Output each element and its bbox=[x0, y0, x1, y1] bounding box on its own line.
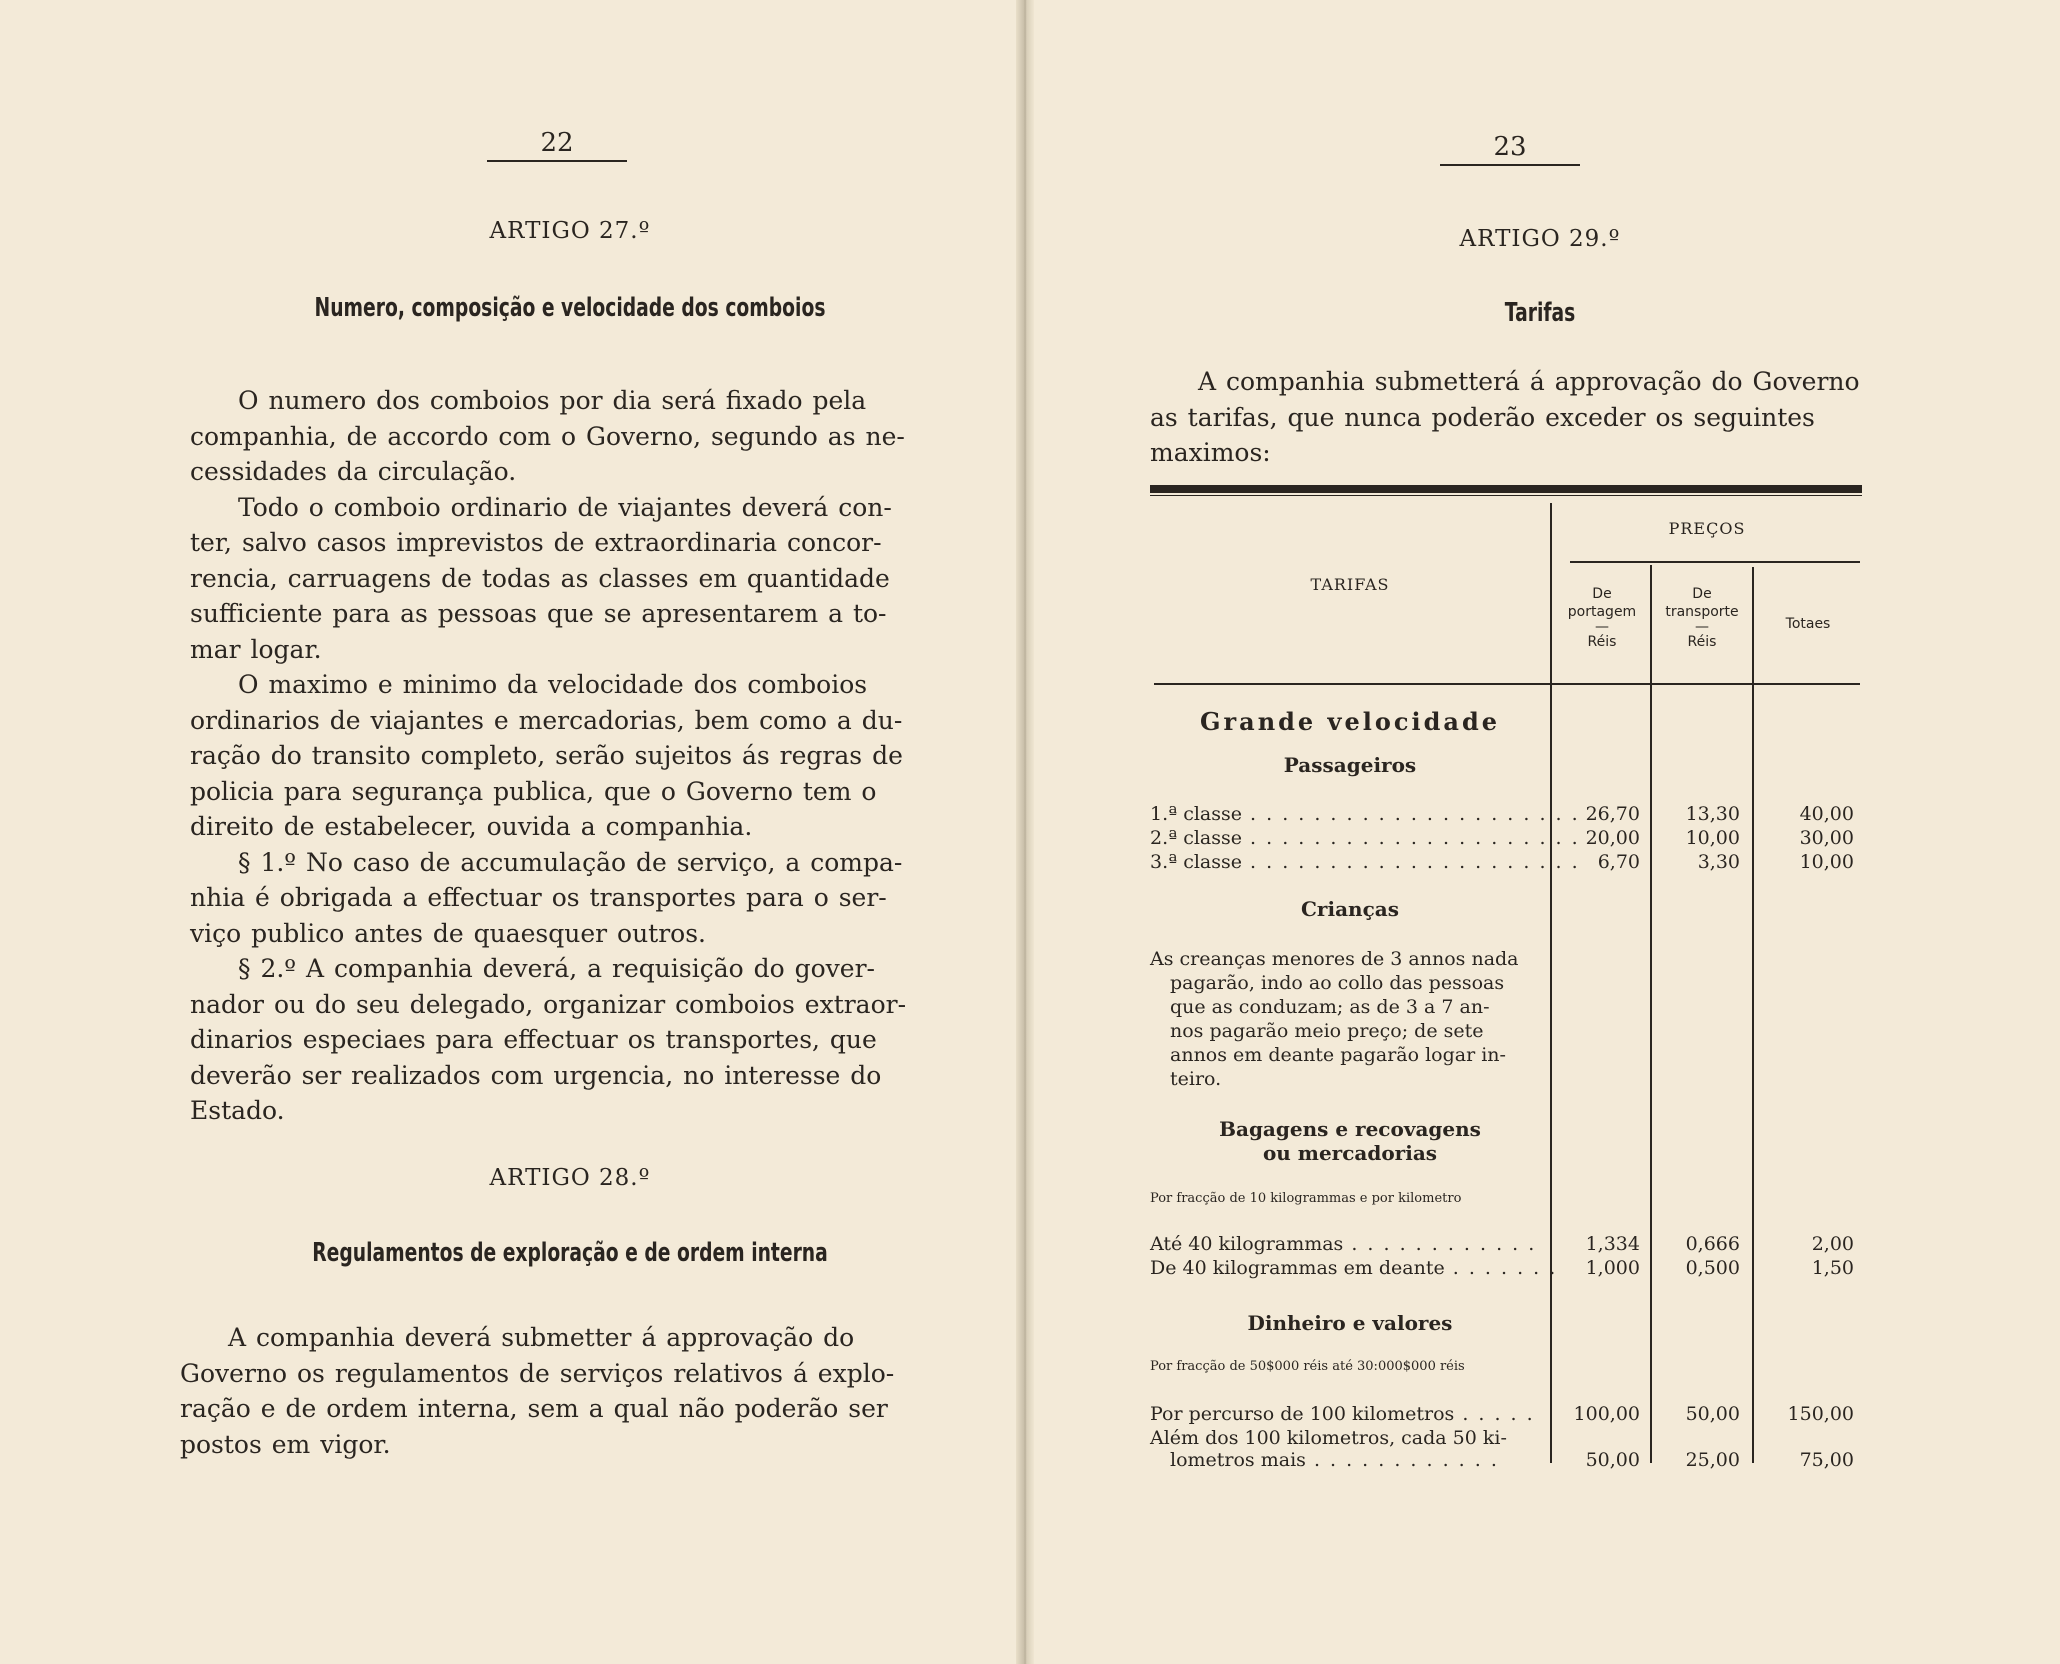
note-line: teiro. bbox=[1170, 1068, 1222, 1090]
table-top-thin-rule bbox=[1150, 495, 1862, 496]
art28-title: ARTIGO 28.º bbox=[489, 1165, 651, 1191]
bagagens-subtitle: Por fracção de 10 kilogrammas e por kilometro bbox=[1150, 1191, 1462, 1206]
cell-total: 10,00 bbox=[1799, 851, 1854, 873]
row-label: Por percurso de 100 kilometros . . . . . bbox=[1150, 1403, 1535, 1425]
line: viço publico antes de quaesquer outros. bbox=[190, 918, 706, 948]
section-passageiros: Passageiros bbox=[1283, 753, 1417, 777]
row-label: De 40 kilogrammas em deante . . . . . . . bbox=[1150, 1257, 1558, 1279]
header-portagem-de: De bbox=[1592, 586, 1612, 602]
cell-transporte: 25,00 bbox=[1685, 1449, 1740, 1471]
line: A companhia deverá submetter á approvação do bbox=[228, 1323, 855, 1352]
dinheiro-subtitle: Por fracção de 50$000 réis até 30:000$000 réis bbox=[1150, 1359, 1465, 1374]
line: sufficiente para as pessoas que se apresentarem a to- bbox=[190, 599, 887, 628]
cell-portagem: 20,00 bbox=[1585, 827, 1640, 849]
col-divider bbox=[1752, 567, 1754, 1463]
book-gutter bbox=[1016, 0, 1034, 1664]
note-line: que as conduzam; as de 3 a 7 an- bbox=[1170, 996, 1490, 1018]
note-line: nos pagarão meio preço; de sete bbox=[1170, 1020, 1484, 1042]
line: nador ou do seu delegado, organizar comboios extraor- bbox=[190, 989, 907, 1019]
art29-heading: Tarifas bbox=[1504, 298, 1576, 328]
cell-transporte: 50,00 bbox=[1685, 1403, 1740, 1425]
col-divider bbox=[1550, 503, 1552, 1463]
header-portagem-reis: Réis bbox=[1587, 634, 1617, 650]
col-divider bbox=[1650, 565, 1652, 1463]
row-label: Até 40 kilogrammas . . . . . . . . . . . . bbox=[1150, 1233, 1537, 1255]
cell-portagem: 100,00 bbox=[1573, 1403, 1640, 1425]
cell-portagem: 6,70 bbox=[1597, 851, 1640, 873]
table-row bbox=[1150, 827, 1862, 851]
art27-heading: Numero, composição e velocidade dos comboios bbox=[314, 293, 826, 323]
line: companhia, de accordo com o Governo, segundo as ne- bbox=[190, 421, 905, 451]
line: deverão ser realizados com urgencia, no interesse do bbox=[190, 1060, 882, 1090]
header-transporte-reis: Réis bbox=[1687, 634, 1717, 650]
header-portagem-label: portagem bbox=[1567, 604, 1637, 620]
section-dinheiro: Dinheiro e valores bbox=[1247, 1311, 1453, 1335]
line: direito de estabelecer, ouvida a companhia. bbox=[190, 812, 753, 841]
cell-transporte: 0,666 bbox=[1685, 1233, 1740, 1255]
note-line: As creanças menores de 3 annos nada bbox=[1150, 948, 1519, 970]
art29-title: ARTIGO 29.º bbox=[1459, 226, 1621, 252]
line: § 1.º No caso de accumulação de serviço, a compa- bbox=[238, 847, 903, 877]
line: maximos: bbox=[1150, 438, 1271, 467]
line: rencia, carruagens de todas as classes em quantidade bbox=[190, 563, 890, 593]
bagagens-title-2: ou mercadorias bbox=[1262, 1141, 1438, 1165]
line: Governo os regulamentos de serviços relativos á explo- bbox=[180, 1358, 895, 1388]
table-row bbox=[1150, 851, 1862, 875]
line: dinarios especiaes para effectuar os transportes, que bbox=[190, 1025, 877, 1054]
header-bottom-rule bbox=[1154, 683, 1860, 685]
art27-body bbox=[190, 383, 910, 1129]
section-grande-velocidade: Grande velocidade bbox=[1200, 707, 1500, 736]
bagagens-title-1: Bagagens e recovagens bbox=[1219, 1117, 1481, 1141]
line: ração do transito completo, serão sujeitos ás regras de bbox=[190, 741, 903, 770]
line: O numero dos comboios por dia será fixado pela bbox=[238, 386, 867, 415]
line: nhia é obrigada a effectuar os transportes para o ser- bbox=[190, 883, 887, 912]
tariff-table bbox=[1150, 485, 1862, 1475]
line: Todo o comboio ordinario de viajantes deverá con- bbox=[238, 492, 892, 522]
header-transporte-label: transporte bbox=[1665, 604, 1739, 620]
table-top-rule bbox=[1150, 485, 1862, 493]
line: ter, salvo casos imprevistos de extraordinaria concor- bbox=[190, 528, 882, 557]
line: policia para segurança publica, que o Governo tem o bbox=[190, 776, 877, 806]
cell-transporte: 13,30 bbox=[1685, 803, 1740, 825]
table-row bbox=[1150, 1449, 1862, 1473]
row-label: Além dos 100 kilometros, cada 50 ki- bbox=[1150, 1427, 1507, 1449]
row-label: 1.ª classe . . . . . . . . . . . . . . . . . . . . . bbox=[1150, 803, 1580, 825]
cell-transporte: 0,500 bbox=[1685, 1257, 1740, 1279]
art28-body bbox=[180, 1320, 900, 1462]
line: Estado. bbox=[190, 1096, 285, 1125]
cell-total: 75,00 bbox=[1799, 1449, 1854, 1471]
note-line: pagarão, indo ao collo das pessoas bbox=[1170, 972, 1505, 994]
header-portagem-dash: — bbox=[1595, 619, 1609, 635]
line: as tarifas, que nunca poderão exceder os seguintes bbox=[1150, 402, 1815, 432]
row-label: 2.ª classe . . . . . . . . . . . . . . . . . . . . . bbox=[1150, 827, 1580, 849]
cell-transporte: 10,00 bbox=[1685, 827, 1740, 849]
cell-total: 150,00 bbox=[1787, 1403, 1854, 1425]
header-transporte-de: De bbox=[1692, 586, 1712, 602]
line: mar logar. bbox=[190, 634, 322, 664]
line: O maximo e minimo da velocidade dos comboios bbox=[238, 670, 868, 699]
header-portagem bbox=[1552, 585, 1652, 651]
header-transporte bbox=[1652, 585, 1752, 651]
row-label: lometros mais . . . . . . . . . . . . bbox=[1170, 1449, 1499, 1471]
line: § 2.º A companhia deverá, a requisição do gover- bbox=[238, 954, 875, 983]
table-row bbox=[1150, 803, 1862, 827]
art29-body bbox=[1150, 364, 1862, 471]
table-row-label-continued bbox=[1150, 1427, 1862, 1451]
section-criancas: Crianças bbox=[1301, 897, 1399, 921]
header-totaes: Totaes bbox=[1785, 616, 1831, 632]
criancas-note bbox=[1150, 947, 1546, 1091]
precos-underline bbox=[1570, 561, 1860, 563]
cell-portagem: 1,000 bbox=[1585, 1257, 1640, 1279]
cell-total: 1,50 bbox=[1811, 1257, 1854, 1279]
cell-total: 40,00 bbox=[1799, 803, 1854, 825]
table-row bbox=[1150, 1403, 1862, 1427]
cell-portagem: 1,334 bbox=[1585, 1233, 1640, 1255]
note-line: annos em deante pagarão logar in- bbox=[1170, 1044, 1506, 1066]
header-precos: PREÇOS bbox=[1668, 519, 1746, 538]
right-page-number: 23 bbox=[1440, 132, 1580, 166]
art28-heading: Regulamentos de exploração e de ordem interna bbox=[312, 1238, 828, 1268]
cell-portagem: 50,00 bbox=[1585, 1449, 1640, 1471]
cell-total: 2,00 bbox=[1811, 1233, 1854, 1255]
table-row bbox=[1150, 1257, 1862, 1281]
line: postos em vigor. bbox=[180, 1429, 391, 1459]
line: ração e de ordem interna, sem a qual não poderão ser bbox=[180, 1394, 888, 1423]
left-page-number: 22 bbox=[487, 128, 627, 162]
line: cessidades da circulação. bbox=[190, 457, 517, 486]
line: ordinarios de viajantes e mercadorias, bem como a du- bbox=[190, 705, 903, 735]
section-bagagens bbox=[1150, 1117, 1550, 1165]
cell-transporte: 3,30 bbox=[1697, 851, 1740, 873]
header-tarifas: TARIFAS bbox=[1310, 575, 1390, 594]
header-transporte-dash: — bbox=[1695, 619, 1709, 635]
cell-portagem: 26,70 bbox=[1585, 803, 1640, 825]
row-label: 3.ª classe . . . . . . . . . . . . . . . . . . . . . bbox=[1150, 851, 1580, 873]
table-row bbox=[1150, 1233, 1862, 1257]
cell-total: 30,00 bbox=[1799, 827, 1854, 849]
art27-title: ARTIGO 27.º bbox=[489, 218, 651, 244]
line: A companhia submetterá á approvação do Governo bbox=[1198, 367, 1860, 396]
